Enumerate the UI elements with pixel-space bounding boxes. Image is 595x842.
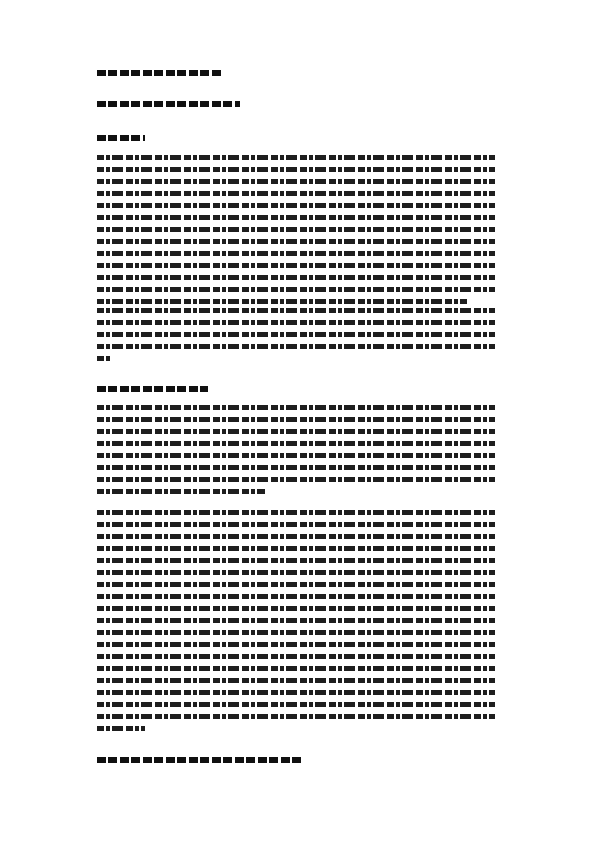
paragraph bbox=[97, 308, 495, 361]
text-line bbox=[97, 155, 495, 160]
text-line bbox=[97, 203, 495, 208]
text-line bbox=[97, 582, 495, 587]
text-line bbox=[97, 356, 111, 361]
text-line bbox=[97, 239, 495, 244]
subsection-heading-text bbox=[97, 757, 302, 763]
text-line bbox=[97, 726, 145, 731]
text-line bbox=[97, 251, 495, 256]
text-line bbox=[97, 344, 495, 349]
text-line bbox=[97, 453, 495, 458]
text-line bbox=[97, 522, 495, 527]
running-title bbox=[97, 70, 221, 76]
text-line bbox=[97, 320, 495, 325]
text-line bbox=[97, 179, 495, 184]
text-line bbox=[97, 191, 495, 196]
subsection-heading bbox=[97, 757, 302, 763]
text-line bbox=[97, 441, 495, 446]
text-line bbox=[97, 558, 495, 563]
section-heading-text bbox=[97, 101, 240, 107]
text-line bbox=[97, 167, 495, 172]
text-line bbox=[97, 546, 495, 551]
text-line bbox=[97, 618, 495, 623]
text-line bbox=[97, 510, 495, 515]
text-line bbox=[97, 630, 495, 635]
text-line bbox=[97, 570, 495, 575]
text-line bbox=[97, 332, 495, 337]
text-line bbox=[97, 227, 495, 232]
text-line bbox=[97, 263, 495, 268]
paragraph bbox=[97, 405, 495, 494]
running-title-text bbox=[97, 70, 221, 76]
section-heading bbox=[97, 101, 240, 107]
text-line bbox=[97, 429, 495, 434]
text-line bbox=[97, 489, 265, 494]
text-line bbox=[97, 606, 495, 611]
text-line bbox=[97, 465, 495, 470]
text-line bbox=[97, 477, 495, 482]
text-line bbox=[97, 215, 495, 220]
paragraph bbox=[97, 155, 495, 304]
text-line bbox=[97, 678, 495, 683]
text-line bbox=[97, 308, 495, 313]
text-line bbox=[97, 594, 495, 599]
subsection-heading bbox=[97, 386, 208, 392]
text-line bbox=[97, 714, 495, 719]
subsection-heading-text bbox=[97, 135, 145, 141]
text-line bbox=[97, 405, 495, 410]
text-line bbox=[97, 417, 495, 422]
text-line bbox=[97, 690, 495, 695]
text-line bbox=[97, 299, 467, 304]
paragraph bbox=[97, 510, 495, 731]
subsection-heading-text bbox=[97, 386, 208, 392]
text-line bbox=[97, 666, 495, 671]
text-line bbox=[97, 702, 495, 707]
text-line bbox=[97, 275, 495, 280]
text-line bbox=[97, 534, 495, 539]
text-line bbox=[97, 642, 495, 647]
text-line bbox=[97, 287, 495, 292]
text-line bbox=[97, 654, 495, 659]
subsection-heading bbox=[97, 135, 145, 141]
